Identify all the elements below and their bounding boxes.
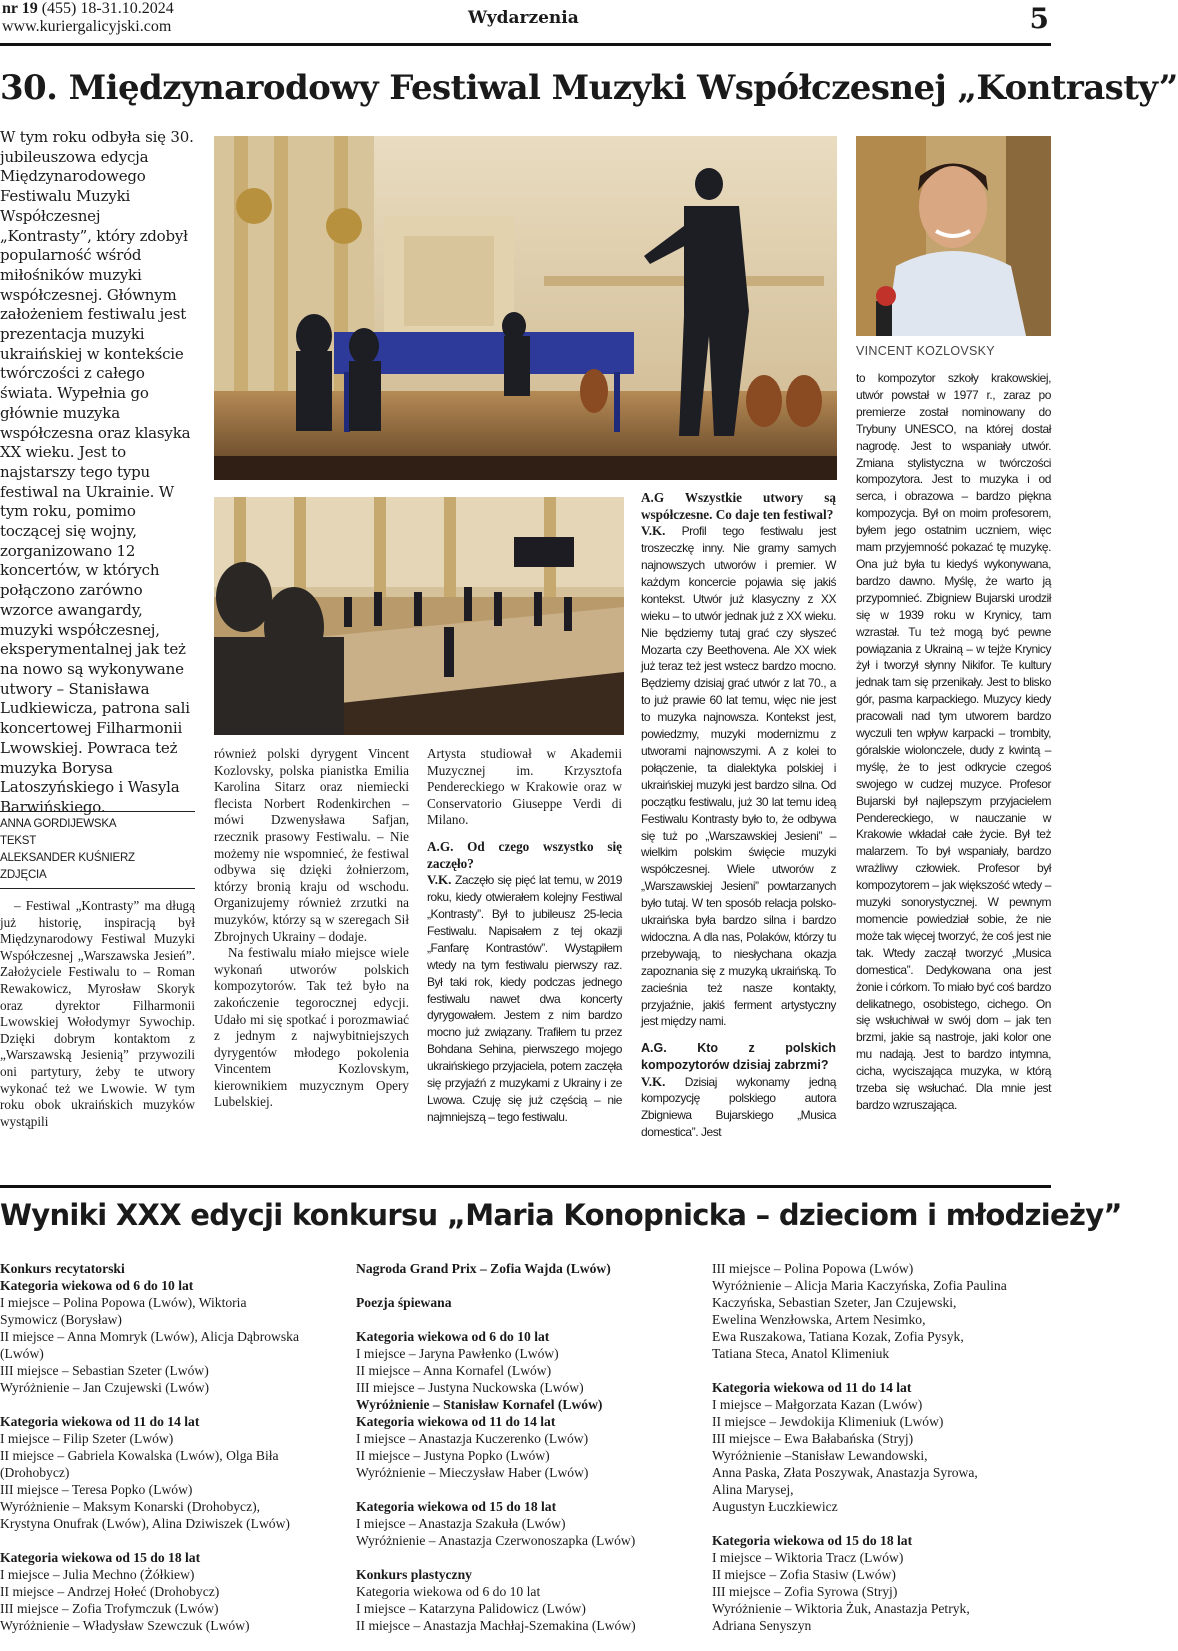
result-line: II miejsce – Jewdokija Klimeniuk (Lwów)	[712, 1414, 944, 1429]
results-category	[0, 1260, 340, 1396]
results-category	[712, 1379, 1051, 1515]
interview-question: A.G Wszystkie utwory są współczesne. Co daje ten festiwal?	[641, 490, 836, 522]
result-line: Wyróżnienie – Mieczysław Haber (Lwów)	[356, 1465, 589, 1480]
results-category	[356, 1328, 696, 1481]
author-role: TEKST	[0, 835, 37, 847]
article-paragraph: również polski dyrygent Vincent Kozlovsky, polska pianistka Emilia Karolina Sitarz oraz niemiecki flecista Norbert Rodenkirchen – mówi Dzwenysława Safjan, rzecznik prasowy Festiwalu. – Nie możemy nie wspomnieć, że festiwal odbywa się dzięki żołnierzom, którzy bronią kraju od wschodu. Organizujemy również zrzutki na muzyków, którzy są w szeregach Sił Zbrojnych Ukrainy – dodaje.	[214, 746, 409, 944]
section-name: Wydarzenia	[468, 8, 579, 28]
result-line: III miejsce – Zofia Syrowa (Stryj)	[712, 1584, 898, 1599]
interview-answer: V.K. Dzisiaj wykonamy jedną kompozycję polskiego autora Zbigniewa Bujarskiego „Musica domestica”. Jest	[641, 1073, 836, 1140]
result-line: I miejsce – Anastazja Szakuła (Lwów)	[356, 1516, 566, 1531]
article-column-4	[641, 490, 836, 1141]
article-paragraph: Artysta studiował w Akademii Muzycznej im. Krzysztofa Pendereckiego w Krakowie oraz w Conservatorio Giuseppe Verdi di Milano.	[427, 746, 622, 828]
result-line: Wyróżnienie –Stanisław Lewandowski,	[712, 1448, 928, 1463]
article-column-3	[427, 746, 622, 1126]
result-line: Wyróżnienie – Władysław Szewczuk (Lwów)	[0, 1618, 250, 1633]
result-line: III miejsce – Sebastian Szeter (Lwów)	[0, 1363, 209, 1378]
result-line: Kategoria wiekowa od 6 do 10 lat	[356, 1584, 541, 1599]
result-line: II miejsce – Andrzej Hołeć (Drohobycz)	[0, 1584, 220, 1599]
results-category	[712, 1532, 1051, 1634]
result-line: Symowicz (Borysław)	[0, 1312, 122, 1327]
result-line: II miejsce – Gabriela Kowalska (Lwów), Olga Biła	[0, 1448, 279, 1463]
page-header	[0, 0, 1051, 46]
page-number: 5	[1029, 2, 1049, 35]
result-line: Wyróżnienie – Maksym Konarski (Drohobycz),	[0, 1499, 261, 1514]
result-line: (Drohobycz)	[0, 1465, 70, 1480]
category-heading: Kategoria wiekowa od 11 do 14 lat	[712, 1380, 912, 1395]
interview-answer: V.K. Zaczęło się pięć lat temu, w 2019 roku, kiedy otwierałem kolejny Festiwal „Kontrasty”. Był to jubileusz 25-lecia Festiwalu. Napisałem z tej okazji „Fanfarę Kontrastów”. Wystąpiłem wtedy na tym festiwalu pierwszy raz. Był taki rok, kiedy podczas jednego festiwalu nawet dwa koncerty dyrygowałem. Jestem z nim bardzo mocno już związany. Trafiłem tu przez Bohdana Sehina, pierwszego mojego ukraińskiego przyjaciela, potem zaczęła się przyjaźń z muzykami z Ukrainy i ze Lwowa. Czuję się już częścią – nie najmniejszą – tego festiwalu.	[427, 872, 623, 1124]
article-title: 30. Międzynarodowy Festiwal Muzyki Współczesnej „Kontrasty”	[0, 68, 1178, 108]
result-line: Ewelina Wenzłowska, Artem Nesimko,	[712, 1312, 926, 1327]
results-category	[356, 1260, 696, 1277]
result-line: Adriana Senyszyn	[712, 1618, 812, 1633]
results-column-2	[356, 1260, 696, 1651]
results-column-1	[0, 1260, 340, 1651]
category-heading: Poezja śpiewana	[356, 1295, 452, 1310]
result-line: I miejsce – Filip Szeter (Lwów)	[0, 1431, 174, 1446]
result-line: II miejsce – Anna Kornafel (Lwów)	[356, 1363, 552, 1378]
result-line: III miejsce – Justyna Nuckowska (Lwów)	[356, 1380, 584, 1395]
category-heading: Wyróżnienie – Stanisław Kornafel (Lwów)	[356, 1397, 603, 1412]
category-heading: Kategoria wiekowa od 15 do 18 lat	[356, 1499, 557, 1514]
result-line: III miejsce – Ewa Bałabańska (Stryj)	[712, 1431, 914, 1446]
article-paragraph: – Festiwal „Kontrasty” ma długą już historię, inspiracją był Międzynarodowy Festiwal Muzyki Współczesnej „Warszawska Jesień”. Założyciele Festiwalu to – Roman Rewakowicz, Myrosław Skoryk oraz dyrektor Filharmonii Lwowskiej Wołodymyr Sywochip. Dzięki dobrym kontaktom z „Warszawską Jesienią” przywozili oni partytury, żeby te utwory wykonać też we Lwowie. W tym roku obok ukraińskich muzyków wystąpili	[0, 898, 195, 1129]
result-line: II miejsce – Justyna Popko (Lwów)	[356, 1448, 550, 1463]
category-heading: Kategoria wiekowa od 6 do 10 lat	[356, 1329, 550, 1344]
interview-answer: V.K. Profil tego festiwalu jest troszeczkę inny. Nie gramy samych najnowszych utworów i premier. W każdym koncercie pojawia się jakiś kontekst. Utwór już klasyczny z XX wieku – to utwór jednak już z XX wieku. Nie będziemy tutaj grać czy słyszeć Mozarta czy Beethovena. Ale XX wiek już teraz też jest wstecz bardzo mocno. Będziemy dzisiaj grać utwór z lat 70., a to już prawie 60 lat temu, więc nie jest to muzyka najnowsza. Kontekst jest, powiedzmy, muzyki modernizmu z utworami najnowszymi. A z kolei to połączenie, ta dialektyka polskiej i ukraińskiej muzyki jest bardzo silna. Od początku festiwalu, już 30 lat temu ideą Festiwalu Kontrasty było to, że odbywa się tuż po „Warszawskiej Jesieni” – wielkim polskim święcie muzyki współczesnej. Wiele utworów z „Warszawskiej Jesieni” powtarzanych było tutaj. W ten sposób relacja polsko-ukraińska była bardzo silna i bardzo widoczna. A dla nas, Polaków, którzy tu przebywają, to niesłychana okazja zapoznania się z muzyką ukraińską. To zacieśnia też nasze kontakty, przyjaźnie, jakiś ferment artystyczny jest między nami.	[641, 523, 837, 1029]
result-line: Augustyn Łuczkiewicz	[712, 1499, 838, 1514]
category-heading: Kategoria wiekowa od 15 do 18 lat	[0, 1550, 201, 1565]
category-heading: Konkurs recytatorski	[0, 1261, 125, 1276]
result-line: Alina Marysej,	[712, 1482, 794, 1497]
result-line: I miejsce – Anastazja Kuczerenko (Lwów)	[356, 1431, 589, 1446]
article-column-1	[0, 898, 195, 1130]
photo-caption: VINCENT KOZLOVSKY	[856, 344, 995, 358]
photographer-role: ZDJĘCIA	[0, 869, 47, 881]
interview-question: A.G. Od czego wszystko się zaczęło?	[427, 838, 622, 871]
results-category	[356, 1294, 696, 1311]
result-line: I miejsce – Wiktoria Tracz (Lwów)	[712, 1550, 904, 1565]
results-title: Wyniki XXX edycji konkursu „Maria Konopnicka – dzieciom i młodzieży”	[0, 1198, 1122, 1232]
result-line: Kaczyńska, Sebastian Szeter, Jan Czujewski,	[712, 1295, 957, 1310]
category-heading: Kategoria wiekowa od 11 do 14 lat	[356, 1414, 556, 1429]
concert-photo-conductor	[214, 136, 837, 480]
article-column-5: to kompozytor szkoły krakowskiej, utwór powstał w 1977 r., zaraz po premierze został nominowany do Trybuny UNESCO, na której dostał nagrodę. Jest to wspaniały utwór. Zmiana stylistyczna w twórczości kompozytora. Jest to muzyka i od serca, i obrazowa – bardzo piękna kompozycja. Był on moim profesorem, byłem jego ostatnim uczniem, więc mam przyjemność pokazać tę muzykę. Ona już była tu kiedyś wykonywana, bardzo dawno. Myślę, że warto ją przypomnieć. Zbigniew Bujarski urodził się w 1939 roku w Krynicy, tam wzrastał. Tu też mogą być pewne powiązania z Ukrainą – w tejże Krynicy żył i tworzył słynny Nikifor. Te kultury jednak tam się przenikały. Jest to blisko gór, pasma karpackiego. Muzycy kiedy pracowali nad tym utworem bardzo wyczuli ten wpływ karpacki – trombity, góralskie wiolonczele, dudy z kwintą – myślę, że to jest odkrycie czegoś swojego w cudzej muzyce. Profesor Bujarski był najlepszym przyjacielem Pendereckiego, w nauczanie w Krakowie wkładał całe życie. Był też malarzem. To był wspaniały, bardzo wrażliwy człowiek. Profesor był kompozytorem – jak większość wtedy – muzyki sonorystycznej. W pewnym momencie powiedział sobie, że nie może tak więcej tworzyć, że coś jest nie tak. Wtedy zaczął tworzyć „Musica domestica”. Dedykowana ona jest żonie i córkom. To miało być coś bardzo delikatnego, osobistego, cichego. On się wsłuchiwał w swój dom – jak ten brzmi, jakie są nastroje, jaki kolor one mu nadają. Jest to bardzo intymna, cicha, wyciszająca muzyka, w którą trzeba się wsłuchać. Dla mnie jest bardzo wzruszająca.	[856, 371, 1051, 1112]
category-heading: Konkurs plastyczny	[356, 1567, 472, 1582]
portrait-photo-vincent-kozlovsky	[856, 136, 1051, 336]
result-line: Krystyna Onufrak (Lwów), Alina Dziwiszek (Lwów)	[0, 1516, 290, 1531]
category-heading: Kategoria wiekowa od 6 do 10 lat	[0, 1278, 194, 1293]
results-category	[712, 1260, 1051, 1362]
author-name: ANNA GORDIJEWSKA	[0, 818, 117, 830]
result-line: I miejsce – Małgorzata Kazan (Lwów)	[712, 1397, 923, 1412]
category-heading: Nagroda Grand Prix – Zofia Wajda (Lwów)	[356, 1261, 611, 1276]
result-line: I miejsce – Jaryna Pawłenko (Lwów)	[356, 1346, 559, 1361]
photographer-name: ALEKSANDER KUŚNIERZ	[0, 852, 135, 864]
result-line: (Lwów)	[0, 1346, 44, 1361]
interview-question: A.G. Kto z polskich kompozytorów dzisiaj zabrzmi?	[641, 1041, 836, 1072]
result-line: I miejsce – Katarzyna Palidowicz (Lwów)	[356, 1601, 586, 1616]
article-paragraph: Na festiwalu miało miejsce wiele wykonań utworów polskich kompozytorów. Tak też było na zakończenie tegorocznej edycji. Udało mi się spotkać i porozmawiać z jednym z najwybitniejszych dyrygentów młodego pokolenia Vincentem Kozlovskym, kierownikiem muzycznym Opery Lubelskiej.	[214, 945, 409, 1110]
credits	[0, 811, 195, 889]
result-line: II miejsce – Anna Momryk (Lwów), Alicja Dąbrowska	[0, 1329, 299, 1344]
results-category	[356, 1566, 696, 1634]
issue-number: nr 19 (455) 18-31.10.2024	[2, 0, 174, 17]
result-line: Wyróżnienie – Jan Czujewski (Lwów)	[0, 1380, 210, 1395]
article-lead: W tym roku odbyła się 30. jubileuszowa edycja Międzynarodowego Festiwalu Muzyki Współczesnej „Kontrasty”, który zdobył popularność wśród miłośników muzyki współczesnej. Głównym założeniem festiwalu jest prezentacja muzyki ukraińskiej w kontekście twórczości z całego świata. Wypełnia go głównie muzyka współczesna oraz klasyka XX wieku. Jest to najstarszy tego typu festiwal na Ukrainie. W tym roku, pomimo toczącej się wojny, zorganizowano 12 koncertów, w których połączono zarówno wzorce awangardy, muzyki współczesnej, eksperymentalnej jak też na nowo są wykonywane utwory – Stanisława Ludkiewicza, patrona sali koncertowej Filharmonii Lwowskiej. Powraca też muzyka Borysa Latoszyńskiego i Wasyla Barwińskiego.	[0, 128, 194, 816]
category-heading: Kategoria wiekowa od 11 do 14 lat	[0, 1414, 200, 1429]
result-line: Wyróżnienie – Alicja Maria Kaczyńska, Zofia Paulina	[712, 1278, 1007, 1293]
section-divider	[0, 1185, 1051, 1188]
category-heading: Kategoria wiekowa od 15 do 18 lat	[712, 1533, 913, 1548]
site-url[interactable]: www.kuriergalicyjski.com	[2, 18, 172, 35]
results-column-3	[712, 1260, 1051, 1651]
concert-photo-ensemble	[214, 497, 624, 735]
result-line: Wyróżnienie – Wiktoria Żuk, Anastazja Petryk,	[712, 1601, 970, 1616]
article-column-2	[214, 746, 409, 1111]
result-line: Wyróżnienie – Anastazja Czerwonoszapka (Lwów)	[356, 1533, 636, 1548]
result-line: III miejsce – Zofia Trofymczuk (Lwów)	[0, 1601, 219, 1616]
result-line: II miejsce – Anastazja Machłaj-Szemakina (Lwów)	[356, 1618, 636, 1633]
result-line: Tatiana Steca, Anatol Klimeniuk	[712, 1346, 890, 1361]
results-category	[356, 1498, 696, 1549]
results-category	[0, 1549, 340, 1634]
result-line: III miejsce – Teresa Popko (Lwów)	[0, 1482, 193, 1497]
result-line: I miejsce – Julia Mechno (Żółkiew)	[0, 1567, 195, 1582]
result-line: II miejsce – Zofia Stasiw (Lwów)	[712, 1567, 896, 1582]
result-line: Anna Paska, Złata Poszywak, Anastazja Syrowa,	[712, 1465, 978, 1480]
result-line: Ewa Ruszakowa, Tatiana Kozak, Zofia Pysyk,	[712, 1329, 964, 1344]
result-line: I miejsce – Polina Popowa (Lwów), Wiktoria	[0, 1295, 247, 1310]
results-category	[0, 1413, 340, 1532]
result-line: III miejsce – Polina Popowa (Lwów)	[712, 1261, 914, 1276]
